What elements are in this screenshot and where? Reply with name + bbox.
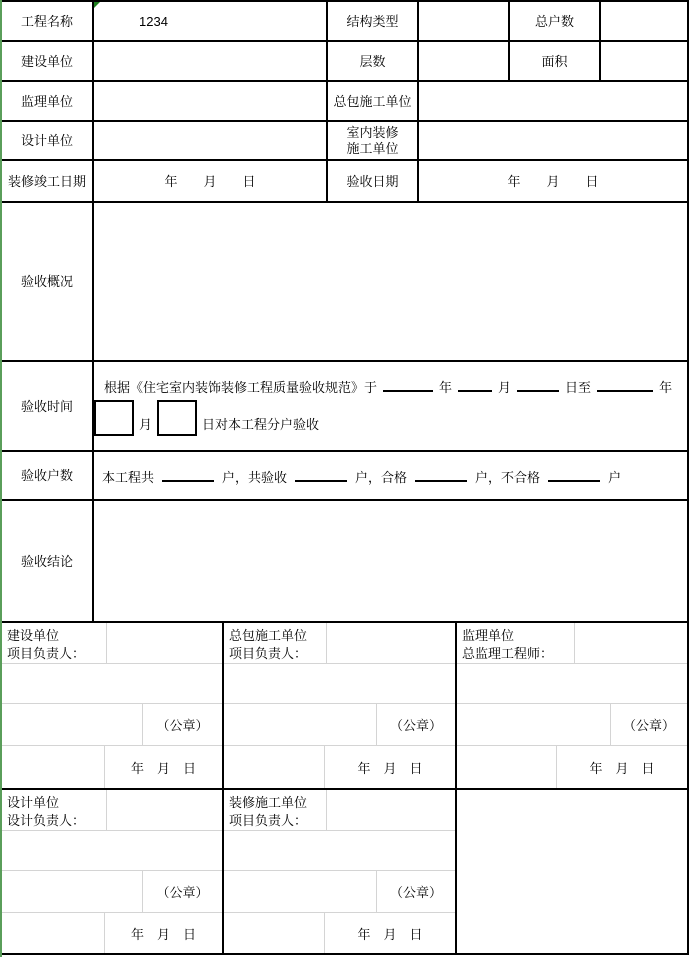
acceptance-time-start-day-input[interactable] <box>517 376 559 392</box>
row-project-name <box>2 2 687 42</box>
sig3-title <box>457 623 575 663</box>
sig3-seal-row <box>457 704 687 746</box>
sig2-seal-space[interactable] <box>224 704 377 745</box>
design-unit-label: 设计单位 <box>2 122 94 159</box>
sig4-title-row <box>2 790 222 831</box>
structure-type-value-cell[interactable] <box>419 2 510 40</box>
count-failed-input[interactable] <box>548 466 600 482</box>
sig3-name-cell[interactable] <box>575 623 687 663</box>
sig5-seal-label: （公章） <box>389 885 442 900</box>
sig4-title-line1: 设计单位 <box>7 795 60 810</box>
construction-unit-label: 建设单位 <box>2 42 94 80</box>
count-inspected-input[interactable] <box>295 466 347 482</box>
area-value-cell[interactable] <box>601 42 687 80</box>
row-construction-unit <box>2 42 687 82</box>
interior-decoration-contractor-label-line2: 施工单位 <box>346 140 399 156</box>
sig2-date-row <box>224 746 455 788</box>
project-name-value-cell[interactable]: 1234 <box>94 2 328 40</box>
sig1-date-row <box>2 746 222 788</box>
floors-label: 层数 <box>328 42 419 80</box>
sig-block-design-unit <box>2 790 224 953</box>
sig1-seal-row <box>2 704 222 746</box>
sig4-title-line2: 设计负责人： <box>7 813 86 828</box>
sig3-seal-label: （公章） <box>622 718 675 733</box>
sig5-date-row <box>224 913 455 953</box>
acceptance-time-end-month-input[interactable] <box>94 400 134 436</box>
row-acceptance-overview <box>2 203 687 362</box>
sig1-date-space[interactable] <box>2 746 105 788</box>
sig3-date-label: 年 月 日 <box>589 760 655 776</box>
sig2-seal-row <box>224 704 455 746</box>
supervision-unit-label: 监理单位 <box>2 82 94 120</box>
sig5-name-cell[interactable] <box>327 790 455 830</box>
window-edge-green-line <box>0 0 2 957</box>
acceptance-time-end-day-input[interactable] <box>157 400 197 436</box>
sig2-name-cell[interactable] <box>327 623 455 663</box>
sig2-seal-label: （公章） <box>389 718 442 733</box>
sig4-date-space[interactable] <box>2 913 105 953</box>
sig-block-general-contractor <box>224 623 457 788</box>
sig4-seal-space[interactable] <box>2 871 143 912</box>
count-total-input[interactable] <box>162 466 214 482</box>
sig5-date-space[interactable] <box>224 913 325 953</box>
sig4-date-label: 年 月 日 <box>130 926 196 942</box>
sig3-title-row <box>457 623 687 664</box>
structure-type-label: 结构类型 <box>328 2 419 40</box>
sig5-signature-space[interactable] <box>224 831 455 871</box>
sig-block-construction-unit <box>2 623 224 788</box>
row-household-count <box>2 452 687 501</box>
excel-error-triangle-icon <box>94 2 100 8</box>
sig4-name-cell[interactable] <box>107 790 222 830</box>
floors-value-cell[interactable] <box>419 42 510 80</box>
sig4-seal-row <box>2 871 222 913</box>
sig4-title <box>2 790 107 830</box>
sig3-date-space[interactable] <box>457 746 557 788</box>
sig5-seal-space[interactable] <box>224 871 377 912</box>
count-seg-passed: 户，合格 <box>355 469 408 485</box>
sig4-signature-space[interactable] <box>2 831 222 871</box>
row-completion-date <box>2 161 687 203</box>
sig5-date-label: 年 月 日 <box>357 926 423 942</box>
general-contractor-value-cell[interactable] <box>419 82 687 120</box>
sig3-title-line1: 监理单位 <box>462 628 515 643</box>
sig3-signature-space[interactable] <box>457 664 687 704</box>
interior-decoration-contractor-label <box>328 122 419 159</box>
unit-month-2: 月 <box>139 417 153 432</box>
sig2-title-line2: 项目负责人： <box>229 646 308 661</box>
sig5-title-line1: 装修施工单位 <box>229 795 308 810</box>
acceptance-date-label: 验收日期 <box>328 161 419 201</box>
acceptance-time-end-year-input[interactable] <box>597 376 653 392</box>
acceptance-time-tail: 日对本工程分户验收 <box>202 417 320 432</box>
sig1-signature-space[interactable] <box>2 664 222 704</box>
signature-row-1 <box>2 623 687 790</box>
sig1-title-line1: 建设单位 <box>7 628 60 643</box>
sig1-title-line2: 项目负责人： <box>7 646 86 661</box>
sig3-title-line2: 总监理工程师： <box>462 646 554 661</box>
acceptance-time-start-year-input[interactable] <box>383 376 433 392</box>
acceptance-overview-value-cell[interactable] <box>94 203 687 360</box>
sig4-seal-label: （公章） <box>156 885 209 900</box>
sig1-title-row <box>2 623 222 664</box>
interior-decoration-contractor-label-line1: 室内装修 <box>346 124 399 140</box>
acceptance-overview-label: 验收概况 <box>2 203 94 360</box>
sig1-seal-label: （公章） <box>156 718 209 733</box>
sig1-name-cell[interactable] <box>107 623 222 663</box>
acceptance-time-line2 <box>104 399 683 436</box>
count-passed-input[interactable] <box>415 466 467 482</box>
area-label: 面积 <box>510 42 601 80</box>
row-acceptance-time <box>2 362 687 452</box>
acceptance-time-line1 <box>104 376 683 396</box>
sig5-seal-row <box>224 871 455 913</box>
sig1-seal-space[interactable] <box>2 704 143 745</box>
unit-year-2: 年 <box>659 380 673 395</box>
interior-decoration-contractor-value-cell[interactable] <box>419 122 687 159</box>
count-seg-unit: 户 <box>608 469 622 485</box>
row-design-unit <box>2 122 687 161</box>
completion-date-label: 装修竣工日期 <box>2 161 94 201</box>
sig2-title <box>224 623 327 663</box>
sig3-seal-space[interactable] <box>457 704 611 745</box>
sig4-date-row <box>2 913 222 953</box>
acceptance-time-intro: 根据《住宅室内装饰装修工程质量验收规范》于 <box>104 380 378 395</box>
unit-year: 年 <box>439 380 453 395</box>
sig1-title <box>2 623 107 663</box>
acceptance-conclusion-label: 验收结论 <box>2 501 94 621</box>
total-households-value-cell[interactable] <box>601 2 687 40</box>
total-households-label: 总户数 <box>510 2 601 40</box>
household-count-label: 验收户数 <box>2 452 94 499</box>
general-contractor-label: 总包施工单位 <box>328 82 419 120</box>
sig2-signature-space[interactable] <box>224 664 455 704</box>
household-count-line <box>102 466 621 486</box>
supervision-unit-value-cell[interactable] <box>94 82 328 120</box>
sig-block-supervision-unit <box>457 623 687 788</box>
signature-row-2 <box>2 790 687 953</box>
unit-month: 月 <box>498 380 512 395</box>
sig2-date-label: 年 月 日 <box>357 760 423 776</box>
acceptance-time-label: 验收时间 <box>2 362 94 450</box>
sig1-date-label: 年 月 日 <box>130 760 196 776</box>
row-acceptance-conclusion <box>2 501 687 623</box>
sig3-date-row <box>457 746 687 788</box>
acceptance-conclusion-value-cell[interactable] <box>94 501 687 621</box>
count-seg-total: 本工程共 <box>102 469 155 485</box>
sig5-title-line2: 项目负责人： <box>229 813 308 828</box>
acceptance-date-value-cell[interactable]: 年 月 日 <box>507 173 599 189</box>
construction-unit-value-cell[interactable] <box>94 42 328 80</box>
count-seg-failed: 户，不合格 <box>475 469 541 485</box>
sig5-title <box>224 790 327 830</box>
sig-block-empty[interactable] <box>457 790 687 953</box>
completion-date-value-cell[interactable]: 年 月 日 <box>94 161 328 201</box>
acceptance-time-content <box>94 362 687 450</box>
sig2-title-line1: 总包施工单位 <box>229 628 308 643</box>
acceptance-time-start-month-input[interactable] <box>458 376 492 392</box>
count-seg-inspected: 户，共验收 <box>222 469 288 485</box>
design-unit-value-cell[interactable] <box>94 122 328 159</box>
sig-block-decoration-contractor <box>224 790 457 953</box>
sig5-title-row <box>224 790 455 831</box>
row-supervision-unit <box>2 82 687 122</box>
sig2-title-row <box>224 623 455 664</box>
sig2-date-space[interactable] <box>224 746 325 788</box>
project-name-label: 工程名称 <box>2 2 94 40</box>
household-count-content <box>94 452 687 499</box>
unit-day-to: 日至 <box>565 380 592 395</box>
